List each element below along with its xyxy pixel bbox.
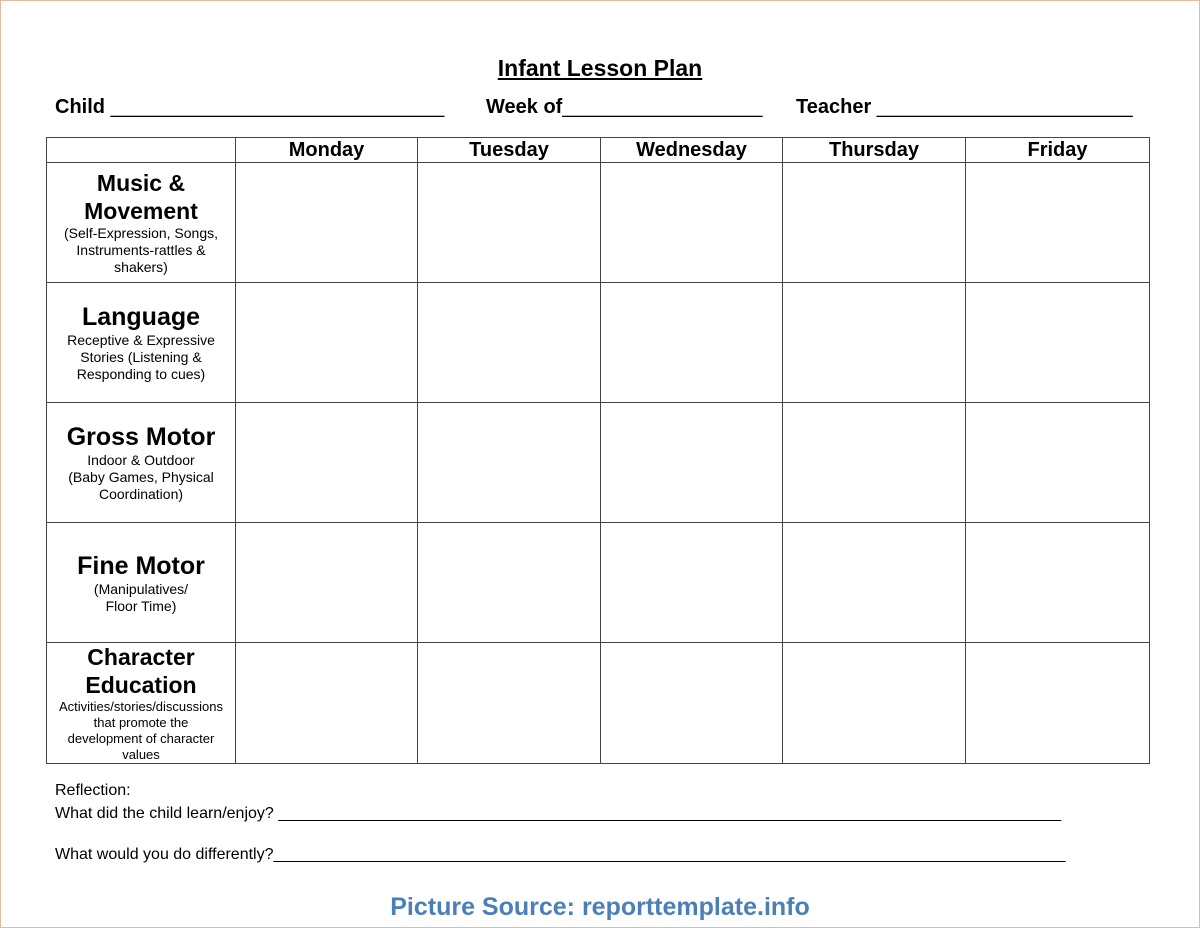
day-header: Wednesday	[601, 138, 783, 163]
document-title: Infant Lesson Plan	[497, 55, 703, 81]
plan-entry-cell[interactable]	[966, 163, 1150, 283]
category-cell	[47, 283, 236, 403]
category-cell	[47, 163, 236, 283]
plan-entry-cell[interactable]	[236, 163, 418, 283]
plan-entry-cell[interactable]	[966, 523, 1150, 643]
plan-entry-cell[interactable]	[783, 283, 966, 403]
plan-entry-cell[interactable]	[418, 523, 601, 643]
week-label: Week of	[486, 96, 563, 118]
category-row	[47, 163, 1150, 283]
day-header: Thursday	[783, 138, 966, 163]
category-heading: Character Education	[85, 644, 197, 698]
category-heading: Language	[81, 303, 201, 331]
teacher-label: Teacher	[796, 96, 872, 118]
category-cell	[47, 643, 236, 764]
reflection-question-differently[interactable]: What would you do differently?_________________________________________________________________________________________	[55, 846, 1066, 863]
teacher-blank-line[interactable]: _______________________	[876, 96, 1133, 118]
week-field	[486, 96, 763, 119]
plan-entry-cell[interactable]	[966, 403, 1150, 523]
child-label: Child	[55, 96, 105, 118]
lesson-plan-table	[46, 137, 1150, 764]
day-header: Friday	[966, 138, 1150, 163]
teacher-field	[796, 96, 1133, 119]
plan-entry-cell[interactable]	[601, 643, 783, 764]
plan-entry-cell[interactable]	[236, 283, 418, 403]
plan-entry-cell[interactable]	[601, 523, 783, 643]
day-header-row	[47, 138, 1150, 163]
category-row	[47, 283, 1150, 403]
category-description: (Self-Expression, Songs, Instruments-rattles & shakers)	[63, 225, 219, 275]
plan-entry-cell[interactable]	[783, 643, 966, 764]
category-cell	[47, 403, 236, 523]
child-field	[55, 96, 444, 119]
corner-cell	[47, 138, 236, 163]
category-cell	[47, 523, 236, 643]
plan-entry-cell[interactable]	[783, 163, 966, 283]
category-heading: Music & Movement	[84, 170, 198, 224]
day-header: Monday	[236, 138, 418, 163]
plan-entry-cell[interactable]	[418, 403, 601, 523]
plan-entry-cell[interactable]	[236, 643, 418, 764]
category-description: Activities/stories/discussions that promote the development of character values	[59, 699, 223, 762]
plan-entry-cell[interactable]	[236, 523, 418, 643]
category-heading: Gross Motor	[66, 423, 216, 451]
plan-entry-cell[interactable]	[966, 283, 1150, 403]
category-description: Receptive & Expressive Stories (Listening & Responding to cues)	[67, 332, 215, 382]
picture-source-caption: Picture Source: reporttemplate.info	[390, 893, 810, 921]
plan-entry-cell[interactable]	[601, 163, 783, 283]
plan-entry-cell[interactable]	[418, 643, 601, 764]
plan-entry-cell[interactable]	[783, 403, 966, 523]
child-blank-line[interactable]: ______________________________	[110, 96, 445, 118]
plan-entry-cell[interactable]	[601, 403, 783, 523]
plan-entry-cell[interactable]	[966, 643, 1150, 764]
category-heading: Fine Motor	[77, 551, 205, 580]
week-blank-line[interactable]: __________________	[562, 96, 763, 118]
day-header: Tuesday	[418, 138, 601, 163]
category-row	[47, 403, 1150, 523]
category-row	[47, 643, 1150, 764]
category-description: (Manipulatives/ Floor Time)	[93, 580, 189, 614]
plan-entry-cell[interactable]	[783, 523, 966, 643]
category-description: Indoor & Outdoor (Baby Games, Physical Coordination)	[68, 452, 214, 502]
category-row	[47, 523, 1150, 643]
plan-entry-cell[interactable]	[418, 163, 601, 283]
plan-entry-cell[interactable]	[601, 283, 783, 403]
reflection-question-learn[interactable]: What did the child learn/enjoy? ________________________________________________________________________________________	[55, 805, 1062, 822]
reflection-label: Reflection:	[55, 782, 131, 799]
plan-entry-cell[interactable]	[418, 283, 601, 403]
plan-entry-cell[interactable]	[236, 403, 418, 523]
